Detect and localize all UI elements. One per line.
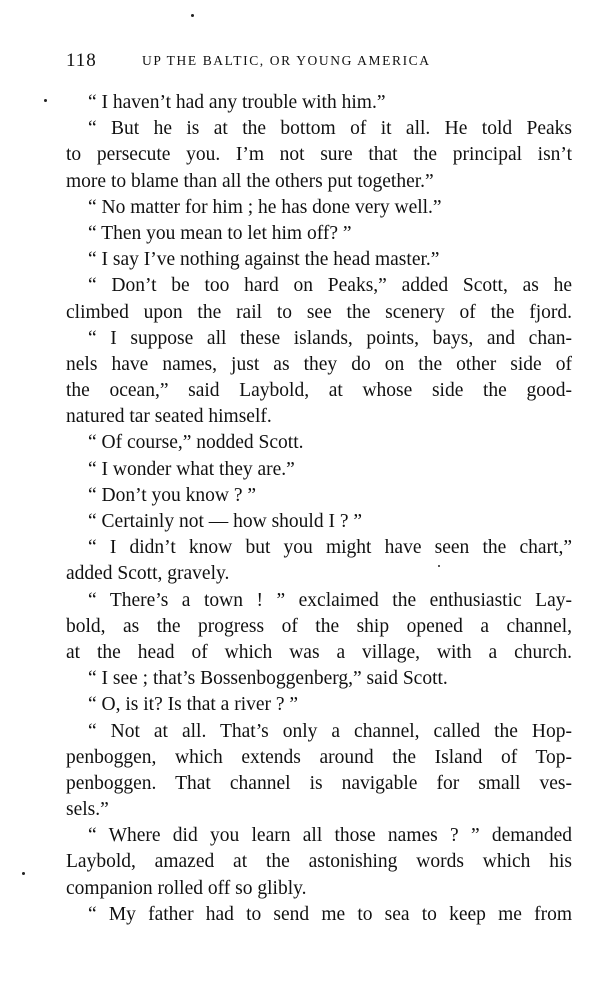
print-speck — [191, 14, 194, 17]
print-speck — [22, 872, 25, 875]
text-line: more to blame than all the others put together.” — [66, 170, 434, 192]
text-line: added Scott, gravely. — [66, 563, 230, 585]
text-line: “ Not at all. That’s only a channel, called the Hop- — [88, 720, 572, 742]
text-line: “ Don’t you know ? ” — [88, 484, 257, 506]
text-line: “ Where did you learn all those names ? ” demanded — [88, 825, 572, 847]
text-line: “ I haven’t had any trouble with him.” — [88, 92, 386, 113]
text-line: “ Don’t be too hard on Peaks,” added Scott, as he — [88, 275, 572, 297]
text-line: to persecute you. I’m not sure that the principal isn’t — [66, 144, 572, 166]
text-line: “ O, is it? Is that a river ? ” — [88, 694, 299, 716]
text-line: “ But he is at the bottom of it all. He told Peaks — [88, 118, 572, 140]
text-line: Laybold, amazed at the astonishing words which his — [66, 851, 572, 873]
text-line: at the head of which was a village, with a church. — [66, 641, 572, 663]
text-line: bold, as the progress of the ship opened a channel, — [66, 615, 572, 637]
text-line: “ I didn’t know but you might have seen the chart,” — [88, 537, 572, 559]
text-line: the ocean,” said Laybold, at whose side the good- — [66, 380, 572, 402]
body-text — [66, 90, 572, 928]
text-line: climbed upon the rail to see the scenery of the fjord. — [66, 301, 572, 323]
page-number: 118 — [66, 50, 97, 71]
text-line: “ Then you mean to let him off? ” — [88, 222, 352, 244]
text-line: companion rolled off so glibly. — [66, 877, 307, 899]
text-line: “ There’s a town ! ” exclaimed the enthusiastic Lay- — [88, 589, 572, 611]
text-line: “ My father had to send me to sea to keep me from — [88, 903, 572, 925]
text-line: “ I wonder what they are.” — [88, 458, 295, 480]
print-speck — [438, 565, 440, 567]
text-line: nels have names, just as they do on the other side of — [66, 353, 572, 375]
text-line: penboggen. That channel is navigable for small ves- — [66, 772, 572, 794]
text-line: “ No matter for him ; he has done very well.” — [88, 196, 442, 218]
text-line: “ I say I’ve nothing against the head master.” — [88, 249, 440, 271]
text-line: “ I see ; that’s Bossenboggenberg,” said Scott. — [88, 668, 448, 690]
page-header — [66, 50, 572, 74]
running-head: UP THE BALTIC, OR YOUNG AMERICA — [142, 53, 431, 68]
print-speck — [44, 99, 47, 102]
text-line: sels.” — [66, 799, 109, 821]
text-line: “ Of course,” nodded Scott. — [88, 432, 304, 454]
text-line: natured tar seated himself. — [66, 406, 272, 428]
text-line: penboggen, which extends around the Island of Top- — [66, 746, 572, 768]
text-line: “ I suppose all these islands, points, bays, and chan- — [88, 327, 572, 349]
text-line: “ Certainly not — how should I ? ” — [88, 511, 363, 532]
